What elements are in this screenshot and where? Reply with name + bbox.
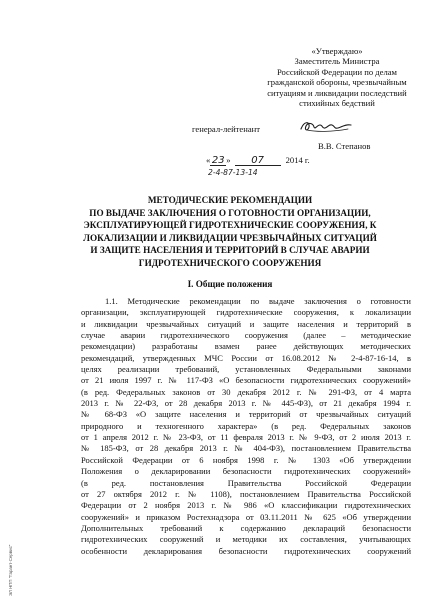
paragraph-line: случае аварии гидротехнического сооружения (далее – методические (81, 330, 411, 341)
paragraph-line: 1.1. Методические рекомендации по выдаче заключения о готовности (105, 296, 411, 306)
paragraph-line: № 185-ФЗ, от 28 декабря 2013 г. № 404-ФЗ), постановлением Правительства (81, 443, 411, 454)
title-line: И ЗАЩИТЕ НАСЕЛЕНИЯ И ТЕРРИТОРИЙ В СЛУЧАЕ АВАРИИ (90, 245, 370, 256)
approval-line: стихийных бедствий (299, 98, 375, 109)
approval-date (206, 155, 310, 166)
approval-block (252, 46, 422, 108)
paragraph-line: особенности декларирования безопасности гидротехнических сооружений (81, 545, 411, 556)
paragraph-line: № 68-ФЗ «О защите населения и территорий от чрезвычайных ситуаций (81, 409, 411, 420)
paragraph-line: от 21 июля 1997 г. № 117-ФЗ «О безопасности гидротехнических сооружений» (81, 375, 411, 386)
paragraph-line: целях реализации требований, установленных Федеральными законами (81, 364, 411, 375)
paragraph-line: Дополнительных требований к содержанию деклараций безопасности (81, 522, 411, 533)
section-heading: I. Общие положения (187, 279, 273, 289)
approval-line: «Утверждаю» (311, 46, 363, 56)
title-line: МЕТОДИЧЕСКИЕ РЕКОМЕНДАЦИИ (147, 195, 313, 205)
section-paragraph (81, 296, 411, 557)
paragraph-line: природного и техногенного характера» (в ред. Федеральных законов (81, 420, 411, 431)
signer-name: В.В. Степанов (318, 141, 371, 151)
paragraph-line: и ликвидации чрезвычайных ситуаций и защите населения и территорий в (81, 318, 411, 329)
handwritten-signature (298, 117, 354, 135)
title-line: ПО ВЫДАЧЕ ЗАКЛЮЧЕНИЯ О ГОТОВНОСТИ ОРГАНИЗАЦИИ, (89, 207, 371, 218)
title-line: ГИДРОТЕХНИЧЕСКОГО СООРУЖЕНИЯ (138, 257, 322, 268)
paragraph-line: Федерации от 2 ноября 2013 г. № 986 «О классификации гидротехнических (81, 500, 411, 511)
date-close-quote: » (226, 155, 231, 165)
paragraph-line: сооружений» и приказом Ростехнадзора от 03.11.2011 № 625 «Об утверждении (81, 511, 411, 522)
paragraph-line: от 27 октября 2012 г. № 1108), постановлением Правительства Российской (81, 488, 411, 499)
paragraph-line: рекомендаций, утвержденных МЧС России от 16.08.2012 № 2-4-87-16-14, в (81, 352, 411, 363)
paragraph-line: от 1 апреля 2012 г. № 23-ФЗ, от 11 февраля 2013 г. № 9-ФЗ, от 2 июля 2013 г. (81, 432, 411, 443)
title-line: ЛОКАЛИЗАЦИИ И ЛИКВИДАЦИИ ЧРЕЗВЫЧАЙНЫХ СИТУАЦИЙ (83, 232, 377, 243)
approval-line: Заместитель Министра (294, 56, 380, 67)
date-month: 07 (235, 156, 281, 166)
paragraph-line: рекомендации) разработаны взамен ранее действующих методических (81, 341, 411, 352)
paragraph-line: (в ред. постановления Правительства Российской Федерации (81, 477, 411, 488)
signer-rank: генерал-лейтенант (192, 124, 261, 134)
approval-line: гражданской обороны, чрезвычайным (267, 77, 407, 88)
paragraph-line: Российской Федерации от 6 ноября 1998 г. № 1303 «Об утверждении (81, 454, 411, 465)
paragraph-line: организации, эксплуатирующей гидротехнические сооружения, к локализации (81, 307, 411, 318)
paragraph-line: гидротехнических сооружений и методики их составления, учитывающих (81, 534, 411, 545)
margin-watermark: ЭЛ НПП "Гарант-Сервис" (8, 544, 13, 596)
paragraph-line: (в ред. Федеральных законов от 30 декабря 2012 г. № 291-ФЗ, от 4 марта (81, 386, 411, 397)
approval-line: Российской Федерации по делам (276, 66, 397, 77)
registration-number: 2-4-87-13-14 (208, 168, 258, 177)
approval-line: ситуациям и ликвидации последствий (267, 87, 407, 98)
paragraph-line: Положения о декларировании безопасности гидротехнических сооружений» (81, 466, 411, 477)
date-day: 23 (211, 155, 225, 166)
title-line: ЭКСПЛУАТИРУЮЩЕЙ ГИДРОТЕХНИЧЕСКИЕ СООРУЖЕНИЯ, К (83, 220, 377, 231)
document-title (60, 194, 400, 270)
date-open-quote: « (206, 155, 211, 165)
paragraph-line: 2013 г. № 22-ФЗ, от 28 декабря 2013 г. № 445-ФЗ), от 21 декабря 1994 г. (81, 398, 411, 409)
date-year: 2014 г. (285, 155, 310, 165)
